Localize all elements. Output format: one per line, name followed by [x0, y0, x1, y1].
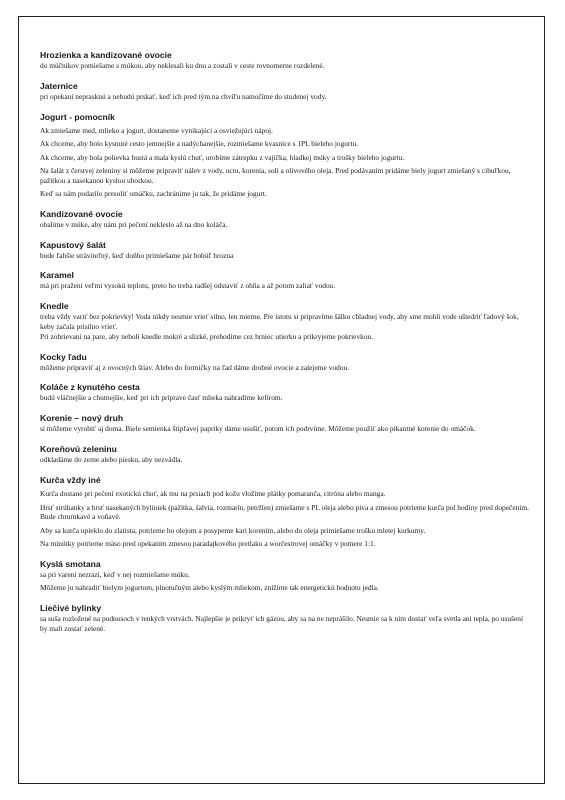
section-kysla-smotana [40, 559, 532, 593]
document-content [40, 50, 532, 644]
section-text: Pri zohrievaní na pare, aby neboli knedle mokré a slizké, prehodíme cez hrniec utierku a prikryjeme pokrievkou. [40, 331, 374, 341]
section-text: sa suša rozložené na podnosoch v tenkých vrstvách. Najlepšie je prikryť ich gázou, aby sa na ne neprášilo. Nesmie sa k nim dostať veľa svetla ani tepla, po usušení by mali zostať zelené. [40, 613, 524, 633]
section-title: Liečivé bylinky [40, 602, 102, 613]
section-text: Ak chceme, aby bola polievka hustá a mala kyslú chuť, urobíme zátrepku z vajíčka, hladkej múky a trošky bieleho jogurtu. [40, 152, 405, 162]
section-text: sa pri varení nezrazí, keď v nej rozmiešame múku. [40, 569, 190, 579]
section-title: Kocky ľadu [40, 351, 87, 362]
section-text: Ak chceme, aby bolo kysnuté cesto jemnejšie a nadýchanejšie, rozmiešame kvasnice s 1PL bieleho jogurtu. [40, 139, 359, 149]
section-jaternice [40, 81, 532, 102]
section-jogurt [40, 112, 532, 199]
section-text: Kurča dostane pri pečení exotickú chuť, ak mu na prsiach pod kožu vložíme plátky pomaranča, citróna alebo manga. [40, 489, 386, 499]
section-korenie [40, 413, 532, 434]
section-text: môžeme pripraviť aj z ovocných štiav. Alebo do formičky na ľad dáme drobné ovocie a zalejeme vodou. [40, 362, 349, 372]
section-text: má pri pražení veľmi vysokú teplotu, preto ho treba radšej odstaviť z ohňa a až potom zaliať vodou. [40, 281, 336, 291]
section-korenova-zelenina [40, 444, 532, 465]
section-text: Na minútky potrieme mäso pred opekaním zmesou paradajkového pretlaku a worčestrovej omáčky v pomere 1:1. [40, 539, 376, 549]
section-text: Na šalát z čerstvej zeleniny si môžeme pripraviť nálev z vody, octu, korenia, soli a olivového oleja. Pred podávaním pridáme biely jogurt zmiešaný s cibuľkou, pažítkou a nasekanou kyslou uhorkou. [40, 165, 511, 185]
section-text: do múčnikov pomiešame s múkou, aby neklesali ku dnu a zostali v ceste rovnomerne rozdelené. [40, 61, 325, 70]
section-title: Kapustový šalát [40, 239, 106, 250]
section-kurca [40, 475, 532, 549]
section-text: odkladáme do zeme alebo piesku, aby nezvädla. [40, 455, 183, 465]
section-title: Kyslá smotana [40, 558, 101, 569]
section-text: Aby sa kurča upieklo do zlatista, potrieme ho olejom a posypeme kari korením, alebo do oleja primiešame trošku mletej kurkumy. [40, 525, 426, 535]
section-knedle [40, 301, 532, 341]
section-kocky-ladu [40, 352, 532, 373]
section-title: Kandizované ovocie [40, 208, 123, 219]
section-text: Keď sa nám podarilo presoliť omáčku, zachránime ju tak, že pridáme jogurt. [40, 189, 267, 199]
section-title: Korenie – nový druh [40, 413, 124, 424]
section-text: Ak zmiešame med, mlieko a jogurt, dostaneme vynikajúci a osviežujúci nápoj. [40, 126, 273, 136]
section-text: pri opekaní neprasknú a nebudú prskať, keď ich pred tým na chvíľu namočíme do studenej vody. [40, 91, 327, 101]
section-text: budú vláčnejšie a chutnejšie, keď pri ich príprave časť mlieka nahradíme kefírom. [40, 393, 283, 403]
section-liecive-bylinky [40, 603, 532, 634]
section-text: si môžeme vyrobiť aj doma. Biele semienka štipľavej papriky dáme usušiť, potom ich podrvíme. Môžeme použiť ako pikantné korenie do omáčok. [40, 424, 476, 434]
section-text: Hrsť strúhanky a hrsť nasekaných byliniek (pažítka, šalvia, rozmarín, petržlen) zmiešame s PL oleja alebo piva a zmesou potrieme kurča pol hodiny pred dopečením. Bude chrumkavé a voňavé. [40, 502, 529, 522]
section-kandizovane-ovocie [40, 209, 532, 230]
section-title: Knedle [40, 301, 69, 312]
section-title: Koreňovú zeleninu [40, 444, 117, 455]
section-karamel [40, 270, 532, 291]
section-title: Jaternice [40, 80, 78, 91]
section-text: treba vždy variť bez pokrievky! Voda nikdy nesmie vrieť silno, len mierne. Pre istotu si pripravíme šálku chladnej vody, aby sme mohli vode uštedriť ľadový šok, keby začala prisilno vrieť. [40, 312, 519, 332]
section-kolace [40, 382, 532, 403]
section-hrozienka [40, 50, 532, 71]
section-text: Môžeme ju nahradiť bielym jogurtom, plnotučným alebo kyslým mliekom, znížime tak energetickú hodnotu jedla. [40, 583, 379, 593]
section-text: bude ľahšie stráviteľný, keď doňho primiešame pár bobúľ hrozna [40, 250, 234, 260]
section-title: Jogurt - pomocník [40, 111, 115, 122]
section-title: Koláče z kynutého cesta [40, 382, 140, 393]
section-kapustovy-salat [40, 240, 532, 261]
section-title: Kurča vždy iné [40, 474, 101, 485]
section-text: obalíme v múke, aby nám pri pečení nekleslo až na dno koláča. [40, 219, 228, 229]
section-title: Hrozienka a kandizované ovocie [40, 50, 172, 60]
section-title: Karamel [40, 270, 74, 281]
